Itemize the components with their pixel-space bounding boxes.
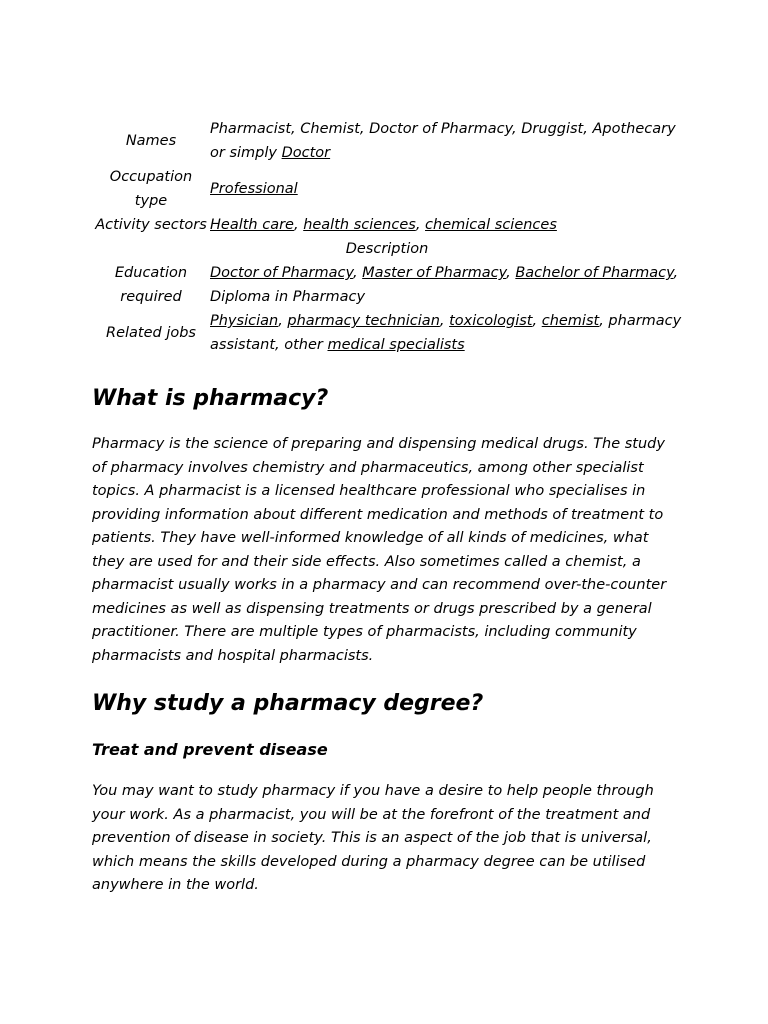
names-label: Names	[125, 133, 177, 149]
treat-and-prevent-heading: Treat and prevent disease	[92, 740, 328, 759]
treat-and-prevent-paragraph: You may want to study pharmacy if you have a desire to help people through your work. As a pharmacist, you will be at the forefront of the treatment and prevention of disease in society. This is an aspect of the job that is universal, which means the skills developed during a pharmacy degree can be utilised anywhere in the world.	[92, 783, 654, 893]
table-row-related-jobs	[92, 309, 682, 357]
names-value-text: Pharmacist, Chemist, Doctor of Pharmacy, Druggist, Apothecary or simply	[210, 121, 676, 161]
table-row-description	[92, 237, 682, 261]
related-mid-text: , pharmacy assistant, other	[210, 313, 682, 353]
pharmacy-technician-link[interactable]: pharmacy technician	[287, 313, 440, 329]
chemical-sciences-link[interactable]: chemical sciences	[425, 217, 557, 233]
description-heading: Description	[345, 241, 429, 257]
bachelor-of-pharmacy-link[interactable]: Bachelor of Pharmacy	[515, 265, 674, 281]
doctor-of-pharmacy-link[interactable]: Doctor of Pharmacy	[210, 265, 353, 281]
toxicologist-link[interactable]: toxicologist	[449, 313, 533, 329]
chemist-link[interactable]: chemist	[541, 313, 600, 329]
why-study-pharmacy-heading: Why study a pharmacy degree?	[92, 691, 484, 716]
health-sciences-link[interactable]: health sciences	[303, 217, 416, 233]
what-is-pharmacy-heading: What is pharmacy?	[92, 386, 329, 411]
health-care-link[interactable]: Health care	[210, 217, 294, 233]
table-row-activity	[92, 213, 682, 237]
medical-specialists-link[interactable]: medical specialists	[327, 337, 465, 353]
doctor-link[interactable]: Doctor	[281, 145, 331, 161]
activity-sectors-value: Health care, health sciences, chemical sciences	[210, 217, 557, 233]
physician-link[interactable]: Physician	[210, 313, 279, 329]
education-tail-text: , Diploma in Pharmacy	[210, 265, 679, 305]
occupation-type-label: Occupation type	[109, 169, 193, 209]
education-required-value: Doctor of Pharmacy, Master of Pharmacy, Bachelor of Pharmacy, Diploma in Pharmacy	[210, 265, 679, 305]
table-row-names	[92, 117, 682, 165]
education-required-label: Education required	[114, 265, 188, 305]
what-is-pharmacy-paragraph: Pharmacy is the science of preparing and dispensing medical drugs. The study of pharmacy involves chemistry and pharmaceutics, among other specialist topics. A pharmacist is a licensed healthcare professional who specialises in providing information about different medication and methods of treatment to patients. They have well-informed knowledge of all kinds of medicines, what they are used for and their side effects. Also sometimes called a chemist, a pharmacist usually works in a pharmacy and can recommend over-the-counter medicines as well as dispensing treatments or drugs prescribed by a general practitioner. There are multiple types of pharmacists, including community pharmacists and hospital pharmacists.	[92, 436, 667, 664]
activity-sectors-label: Activity sectors	[95, 217, 207, 233]
related-jobs-label: Related jobs	[106, 325, 196, 341]
occupation-type-value	[210, 165, 682, 213]
table-row-education	[92, 261, 682, 309]
professional-link[interactable]: Professional	[210, 181, 298, 197]
related-jobs-value: Physician, pharmacy technician, toxicologist, chemist, pharmacy assistant, other medical specialists	[210, 313, 682, 353]
master-of-pharmacy-link[interactable]: Master of Pharmacy	[362, 265, 507, 281]
table-row-occupation	[92, 165, 682, 213]
names-value	[210, 117, 682, 165]
pharmacist-info-table	[92, 117, 682, 357]
